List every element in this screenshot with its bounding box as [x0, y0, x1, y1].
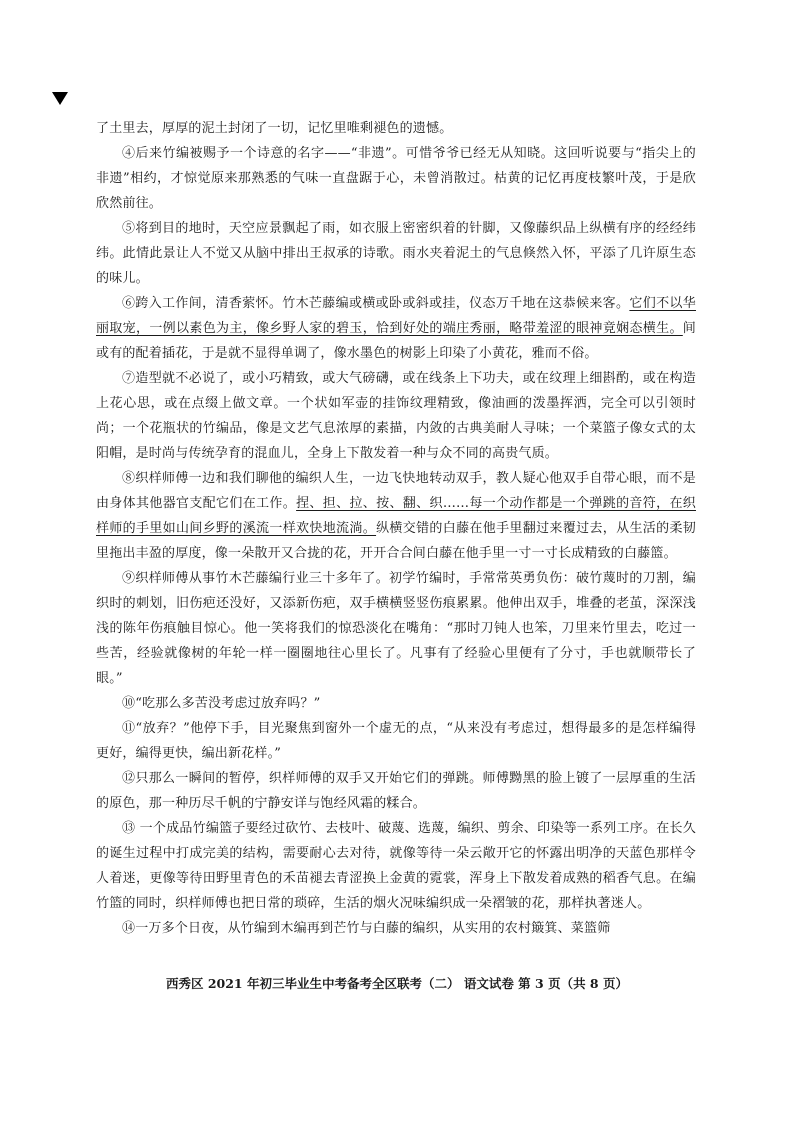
paragraph-6: [96, 291, 696, 366]
paragraph-6-text-a: ⑥跨入工作间，清香萦怀。竹木芒藤编或横或卧或斜或挂，仪态万千地在这恭候来客。: [122, 296, 630, 311]
paragraph-12: ⑫只那么一瞬间的暂停，织样师傅的双手又开始它们的弹跳。师傅黝黑的脸上镀了一层厚重的生活的原色，那一种历尽千帆的宁静安详与饱经风霜的糅合。: [96, 771, 696, 811]
paragraph-5: ⑤将到目的地时，天空应景飘起了雨，如衣服上密密织着的针脚，又像藤织品上纵横有序的经经纬纬。此情此景让人不觉又从脑中排出王叔承的诗歌。雨水夹着泥土的气息倏然入怀，平添了几许原生态的味儿。: [96, 221, 696, 286]
paragraph-14: ⑭一万多个日夜，从竹编到木编再到芒竹与白藤的编织，从实用的农村簸箕、菜篮筛: [122, 921, 611, 936]
paragraph-9: ⑨织样师傅从事竹木芒藤编行业三十多年了。初学竹编时，手常常英勇负伤：破竹蔑时的刀割，编织时的刺划，旧伤疤还没好，又添新伤疤，双手横横竖竖伤痕累累。他伸出双手，堆叠的老茧，深深浅浅的陈年伤痕触目惊心。他一笑将我们的惊恐淡化在嘴角：“那时刀钝人也笨，刀里来竹里去，吃过一些苦，经验就像树的年轮一样一圈圈地往心里长了。凡事有了经验心里便有了分寸，手也就顺带长了眼。”: [96, 571, 696, 686]
paragraph-13: ⑬ 一个成品竹编篮子要经过砍竹、去枝叶、破蔑、选蔑，编织、剪余、印染等一系列工序。在长久的诞生过程中打成完美的结构，需要耐心去对待，就像等待一朵云敞开它的怀露出明净的天蓝色那样令人着迷，更像等待田野里青色的禾苗褪去青涩换上金黄的霓裳，浑身上下散发着成熟的稻香气息。在编竹篮的同时，织样师傅也把日常的琐碎，生活的烟火况味编织成一朵褶皱的花，那样执著迷人。: [96, 821, 696, 911]
paragraph-8-underlined: 捏、担、拉、按、翻、织……每一个动作都是一个弹跳的音符，在织样师的手里如山间乡野的溪流一样欢快地流淌。: [96, 496, 696, 536]
page-corner-marker: [52, 92, 68, 105]
paragraph-continuation: 了土里去，厚厚的泥土封闭了一切，记忆里唯剩褪色的遗憾。: [96, 121, 453, 136]
paragraph-4: ④后来竹编被赐予一个诗意的名字——“非遗”。可惜爷爷已经无从知晓。这回听说要与“指尖上的非遗”相约，才惊觉原来那熟悉的气味一直盘踞于心，未曾消散过。枯黄的记忆再度枝繁叶茂，于是欣欣然前往。: [96, 146, 696, 211]
paragraph-11: ⑪“放弃？”他停下手，目光聚焦到窗外一个虚无的点，“从来没有考虑过，想得最多的是怎样编得更好，编得更快，编出新花样。”: [96, 721, 696, 761]
paragraph-8: [96, 466, 696, 566]
paragraph-8-text-a: ⑧织样师傅一边和我们聊他的编织人生，一边飞快地转动双手，教人疑心他双手自带心眼，而不是由身体其他器官支配它们在工作。: [96, 471, 696, 511]
paragraph-6-text-b: 间或有的配着插花，于是就不显得单调了，像水墨色的树影上印染了小黄花，雅而不俗。: [96, 321, 696, 361]
page-footer: 西秀区 2021 年初三毕业生中考备考全区联考（二） 语文试卷 第 3 页（共 8 页）: [165, 976, 628, 991]
paragraph-7: ⑦造型就不必说了，或小巧精致，或大气磅礴，或在线条上下功夫，或在纹理上细斟酌，或在构造上花心思，或在点缀上做文章。一个状如军壶的挂饰纹理精致，像油画的泼墨挥洒，完全可以引领时尚；一个花瓶状的竹编品，像是文艺气息浓厚的素描，内敛的古典美耐人寻味；一个菜篮子像女式的太阳帽，是时尚与传统孕育的混血儿，全身上下散发着一种与众不同的高贵气质。: [96, 371, 696, 461]
paragraph-10: ⑩“吃那么多苦没考虑过放弃吗？”: [122, 696, 321, 711]
paragraph-6-underlined: 它们不以华丽取宠，一例以素色为主，像乡野人家的碧玉，恰到好处的端庄秀丽，略带羞涩的眼神竟娴态横生。: [96, 296, 696, 336]
paragraph-8-text-b: 纵横交错的白藤在他手里翻过来覆过去，从生活的柔韧里拖出丰盈的厚度，像一朵散开又合拢的花，开开合合间白藤在他手里一寸一寸长成精致的白藤篮。: [96, 521, 696, 561]
exam-page-body: [96, 116, 696, 941]
